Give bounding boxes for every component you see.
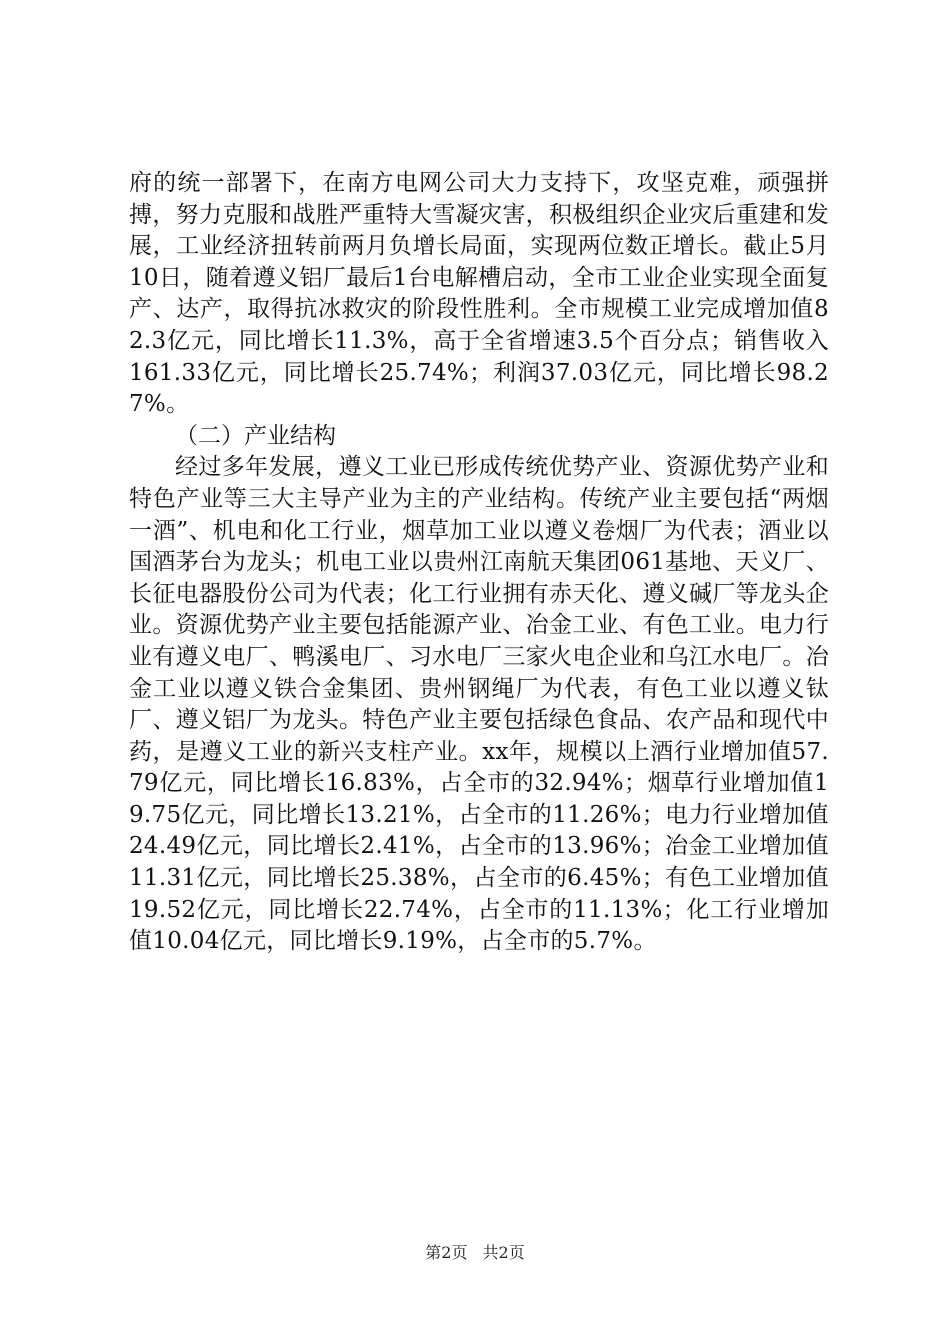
paragraph-continuation: 府的统一部署下，在南方电网公司大力支持下，攻坚克难，顽强拼搏，努力克服和战胜严重特大雪凝灾害，积极组织企业灾后重建和发展，工业经济扭转前两月负增长局面，实现两位数正增长。截止5月10日，随着遵义铝厂最后1台电解槽启动，全市工业企业实现全面复产、达产，取得抗冰救灾的阶段性胜利。全市规模工业完成增加值82.3亿元，同比增长11.3%，高于全省增速3.5个百分点；销售收入161.33亿元，同比增长25.74%；利润37.03亿元，同比增长98.27%。	[129, 170, 829, 418]
section-heading-industry-structure: （二）产业结构	[175, 422, 336, 449]
page-number-current: 第2页	[425, 1243, 468, 1262]
paragraph-industry-structure: 经过多年发展，遵义工业已形成传统优势产业、资源优势产业和特色产业等三大主导产业为主的产业结构。传统产业主要包括“两烟一酒”、机电和化工行业，烟草加工业以遵义卷烟厂为代表；酒业以国酒茅台为龙头；机电工业以贵州江南航天集团061基地、天义厂、长征电器股份公司为代表；化工行业拥有赤天化、遵义碱厂等龙头企业。资源优势产业主要包括能源产业、冶金工业、有色工业。电力行业有遵义电厂、鸭溪电厂、习水电厂三家火电企业和乌江水电厂。冶金工业以遵义铁合金集团、贵州钢绳厂为代表，有色工业以遵义钛厂、遵义铝厂为龙头。特色产业主要包括绿色食品、农产品和现代中药，是遵义工业的新兴支柱产业。xx年，规模以上酒行业增加值57.79亿元，同比增长16.83%，占全市的32.94%；烟草行业增加值19.75亿元，同比增长13.21%，占全市的11.26%；电力行业增加值24.49亿元，同比增长2.41%，占全市的13.96%；冶金工业增加值11.31亿元，同比增长25.38%，占全市的6.45%；有色工业增加值19.52亿元，同比增长22.74%，占全市的11.13%；化工行业增加值10.04亿元，同比增长9.19%，占全市的5.7%。	[129, 454, 829, 955]
page-footer	[0, 1243, 950, 1263]
document-body	[129, 168, 829, 958]
page-number-total: 共2页	[482, 1243, 525, 1262]
